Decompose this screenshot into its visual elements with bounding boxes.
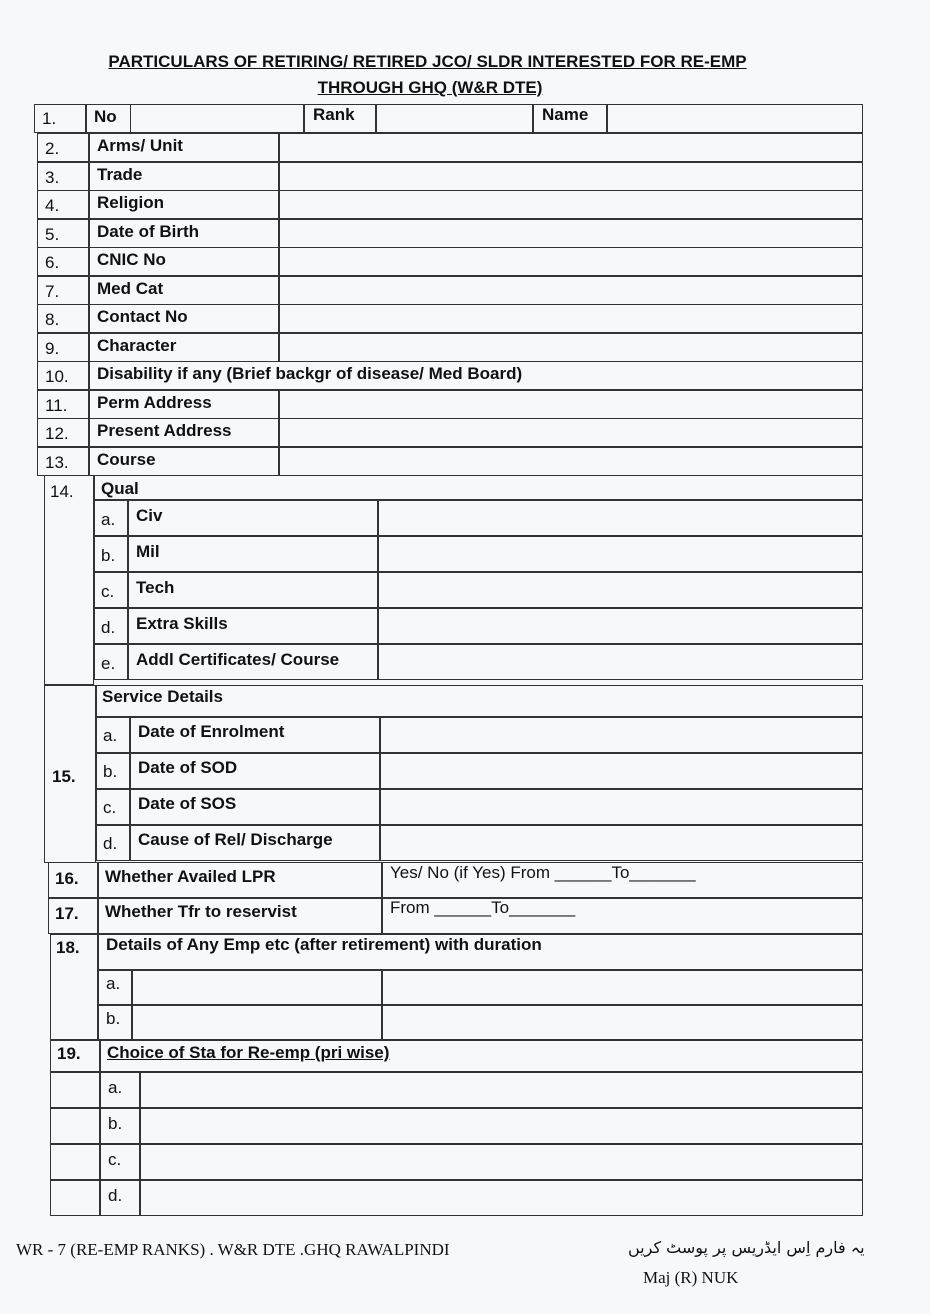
row-label: Choice of Sta for Re-emp (pri wise) [107, 1043, 390, 1062]
sub-letter: d. [101, 618, 116, 637]
row-value-field[interactable] [279, 190, 863, 219]
sub-letter: c. [101, 582, 115, 601]
sub-letter: b. [108, 1114, 123, 1133]
sub-letter: a. [103, 726, 118, 745]
row-value-field[interactable] [279, 333, 863, 362]
row-number: 2. [45, 139, 60, 158]
sub-label: Cause of Rel/ Discharge [138, 830, 333, 849]
row-number: 3. [45, 168, 60, 187]
name-label: Name [542, 105, 589, 124]
rank-value-field[interactable] [376, 104, 533, 133]
row-label: Trade [97, 165, 143, 184]
sub-label: Mil [136, 542, 160, 561]
row-label: Details of Any Emp etc (after retirement) with duration [106, 935, 542, 954]
row-number: 18. [56, 938, 80, 957]
row-number-cell [50, 1180, 100, 1216]
sub-label: Tech [136, 578, 175, 597]
row-number: 11. [45, 396, 68, 415]
row-number-cell [50, 1072, 100, 1108]
row-label: Perm Address [97, 393, 212, 412]
row-label: Qual [101, 479, 139, 498]
tfr-value: From ______To_______ [390, 898, 576, 917]
sub-letter: a. [108, 1078, 123, 1097]
lpr-value: Yes/ No (if Yes) From ______To_______ [390, 863, 696, 882]
sub-letter: a. [101, 510, 116, 529]
form-subtitle: THROUGH GHQ (W&R DTE) [317, 78, 543, 97]
sub-letter: c. [108, 1150, 122, 1169]
sub-letter: a. [106, 974, 121, 993]
emp-duration-field[interactable] [382, 970, 863, 1005]
row-label: Present Address [97, 421, 232, 440]
row-value-field[interactable] [279, 219, 863, 248]
rank-label: Rank [313, 105, 355, 124]
qual-header-cell [94, 475, 863, 500]
sub-value-field[interactable] [378, 536, 863, 572]
sub-letter: d. [108, 1186, 123, 1205]
station-choice-field[interactable] [140, 1144, 863, 1180]
row-number: 12. [45, 424, 69, 443]
sub-value-field[interactable] [378, 644, 863, 680]
row-number: 19. [57, 1044, 81, 1063]
sub-value-field[interactable] [380, 717, 863, 753]
sub-label: Addl Certificates/ Course [136, 650, 340, 669]
sub-letter: b. [103, 762, 118, 781]
row-number: 7. [45, 282, 60, 301]
emp-duration-field[interactable] [382, 1005, 863, 1040]
sub-label: Extra Skills [136, 614, 228, 633]
row-value-field[interactable] [279, 133, 863, 162]
row-number: 9. [45, 339, 60, 358]
row-number-cell [50, 1144, 100, 1180]
row-number: 14. [50, 482, 74, 501]
form-title: PARTICULARS OF RETIRING/ RETIRED JCO/ SLDR INTERESTED FOR RE-EMP [108, 52, 747, 71]
row-number: 1. [42, 109, 57, 128]
row-value-field[interactable] [279, 418, 863, 447]
sub-letter: e. [101, 654, 116, 673]
form-reference: WR - 7 (RE-EMP RANKS) . W&R DTE .GHQ RAWALPINDI [16, 1240, 450, 1259]
row-label: Whether Availed LPR [105, 867, 276, 886]
no-label: No [94, 107, 117, 126]
row-number: 8. [45, 310, 60, 329]
emp-detail-field[interactable] [132, 970, 382, 1005]
row-value-field[interactable] [279, 390, 863, 419]
row-number: 13. [45, 453, 69, 472]
station-choice-field[interactable] [140, 1108, 863, 1144]
row-number: 5. [45, 225, 60, 244]
row-label: Course [97, 450, 156, 469]
sub-letter: d. [103, 834, 118, 853]
sub-letter: b. [106, 1009, 121, 1028]
row-label: Whether Tfr to reservist [105, 902, 297, 921]
sub-label-cell [128, 500, 378, 536]
sub-letter: c. [103, 798, 117, 817]
row-value-field[interactable] [279, 247, 863, 276]
sub-label: Date of SOS [138, 794, 237, 813]
row-number: 16. [55, 869, 79, 888]
row-label: Religion [97, 193, 165, 212]
sub-label-cell [128, 536, 378, 572]
no-value-field[interactable] [130, 104, 304, 133]
row-label: Date of Birth [97, 222, 199, 241]
sub-value-field[interactable] [380, 825, 863, 861]
sub-value-field[interactable] [378, 500, 863, 536]
row-value-field[interactable] [279, 304, 863, 333]
sub-value-field[interactable] [380, 753, 863, 789]
row-label: Med Cat [97, 279, 164, 298]
row-number-cell [44, 475, 94, 685]
row-number: 10. [45, 367, 69, 386]
sub-value-field[interactable] [380, 789, 863, 825]
sub-value-field[interactable] [378, 572, 863, 608]
row-number: 6. [45, 253, 60, 272]
row-value-field[interactable] [279, 162, 863, 191]
row-number: 15. [52, 767, 76, 786]
row-label: Service Details [102, 687, 223, 706]
station-choice-field[interactable] [140, 1072, 863, 1108]
emp-detail-field[interactable] [132, 1005, 382, 1040]
row-number: 4. [45, 196, 60, 215]
sub-value-field[interactable] [378, 608, 863, 644]
sub-letter: b. [101, 546, 116, 565]
urdu-postal-note: یہ فارم اِس ایڈریس پر پوسٹ کریں [628, 1238, 865, 1257]
row-label: Arms/ Unit [97, 136, 183, 155]
row-label: Contact No [97, 307, 188, 326]
row-label: Disability if any (Brief backgr of disease/ Med Board) [97, 364, 523, 383]
sub-label: Date of SOD [138, 758, 238, 777]
name-value-field[interactable] [607, 104, 863, 133]
station-choice-field[interactable] [140, 1180, 863, 1216]
sub-label: Date of Enrolment [138, 722, 285, 741]
row-number: 17. [55, 904, 79, 923]
sub-label: Civ [136, 506, 163, 525]
row-label: Character [97, 336, 177, 355]
officer-signature: Maj (R) NUK [643, 1268, 739, 1287]
row-label: CNIC No [97, 250, 166, 269]
row-value-field[interactable] [279, 276, 863, 305]
row-number-cell [50, 1108, 100, 1144]
row-value-field[interactable] [279, 447, 863, 476]
